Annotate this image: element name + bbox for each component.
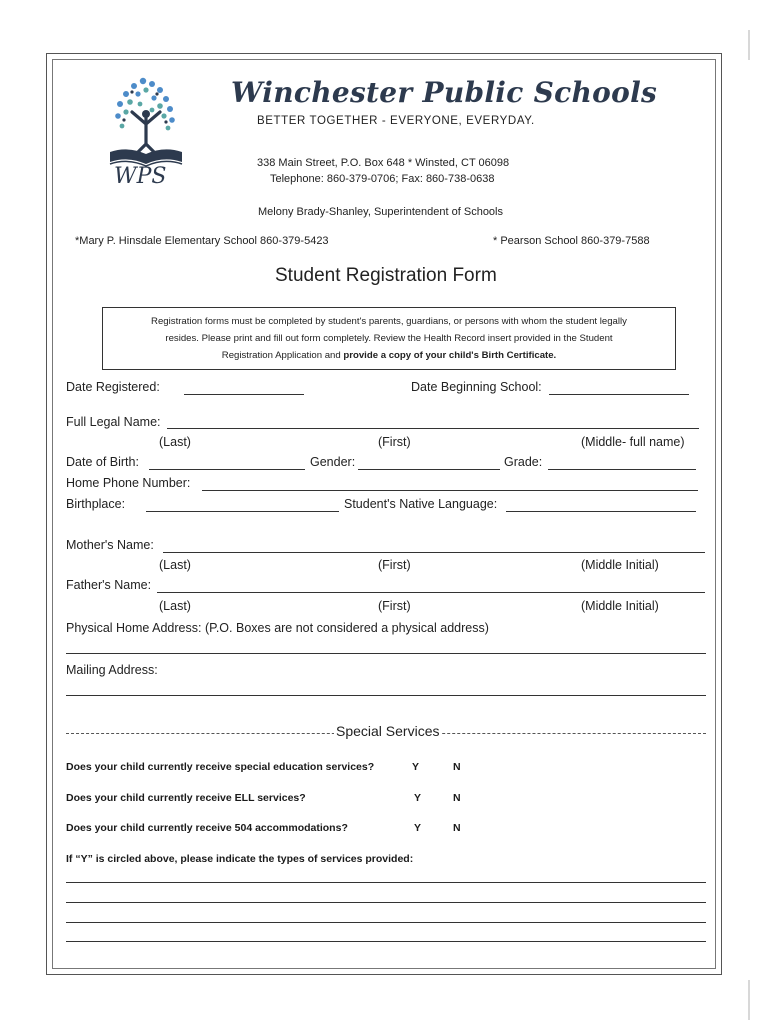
date-beginning-label: Date Beginning School:	[411, 380, 542, 394]
physical-address-label: Physical Home Address: (P.O. Boxes are not considered a physical address)	[66, 621, 489, 635]
services-provided-prompt: If “Y” is circled above, please indicate the types of services provided:	[66, 853, 414, 865]
mother-middle-caption: (Middle Initial)	[581, 558, 659, 572]
ell-yes[interactable]: Y	[414, 792, 422, 804]
services-line[interactable]	[66, 941, 706, 942]
full-legal-name-field[interactable]	[167, 428, 699, 429]
services-line[interactable]	[66, 902, 706, 903]
father-name-field[interactable]	[157, 592, 705, 593]
special-ed-question: Does your child currently receive special education services?	[66, 761, 375, 773]
mother-first-caption: (First)	[378, 558, 411, 572]
instructions-line	[103, 347, 675, 364]
superintendent: Melony Brady-Shanley, Superintendent of Schools	[258, 206, 503, 218]
physical-address-field[interactable]	[66, 653, 706, 654]
date-registered-field[interactable]	[184, 394, 304, 395]
logo-text: WPS	[114, 164, 167, 189]
accommodations-question: Does your child currently receive 504 accommodations?	[66, 822, 348, 834]
father-middle-caption: (Middle Initial)	[581, 599, 659, 613]
home-phone-field[interactable]	[202, 490, 698, 491]
services-line[interactable]	[66, 922, 706, 923]
birthplace-field[interactable]	[146, 511, 339, 512]
instructions-box	[102, 307, 676, 370]
father-name-label: Father's Name:	[66, 578, 152, 592]
full-legal-name-label: Full Legal Name:	[66, 415, 161, 429]
accommodations-no[interactable]: N	[453, 822, 461, 834]
first-name-caption: (First)	[378, 435, 411, 449]
pearson-school: * Pearson School 860-379-7588	[493, 235, 650, 247]
birthplace-label: Birthplace:	[66, 497, 126, 511]
special-services-heading: Special Services	[336, 723, 440, 739]
home-phone-label: Home Phone Number:	[66, 476, 191, 490]
dob-field[interactable]	[149, 469, 305, 470]
school-name: Winchester Public Schools	[231, 76, 658, 109]
tagline: BETTER TOGETHER - EVERYONE, EVERYDAY.	[257, 115, 535, 127]
scan-edge-mark	[748, 30, 750, 60]
special-ed-yes[interactable]: Y	[412, 761, 420, 773]
middle-name-caption: (Middle- full name)	[581, 435, 685, 449]
special-ed-no[interactable]: N	[453, 761, 461, 773]
services-line[interactable]	[66, 882, 706, 883]
native-language-field[interactable]	[506, 511, 696, 512]
mailing-address-field[interactable]	[66, 695, 706, 696]
address: 338 Main Street, P.O. Box 648 * Winsted, CT 06098	[257, 157, 510, 169]
gender-field[interactable]	[358, 469, 500, 470]
instructions-line: Registration forms must be completed by student's parents, guardians, or persons with whom the student legally	[151, 316, 627, 327]
gender-label: Gender:	[310, 455, 356, 469]
date-beginning-field[interactable]	[549, 394, 689, 395]
ell-question: Does your child currently receive ELL services?	[66, 792, 306, 804]
mother-name-label: Mother's Name:	[66, 538, 154, 552]
father-last-caption: (Last)	[159, 599, 191, 613]
birth-certificate-note: provide a copy of your child's Birth Certificate.	[343, 350, 557, 361]
grade-field[interactable]	[548, 469, 696, 470]
form-title: Student Registration Form	[275, 265, 497, 286]
father-first-caption: (First)	[378, 599, 411, 613]
native-language-label: Student's Native Language:	[344, 497, 498, 511]
grade-label: Grade:	[504, 455, 543, 469]
dob-label: Date of Birth:	[66, 455, 139, 469]
mailing-address-label: Mailing Address:	[66, 663, 158, 677]
mother-last-caption: (Last)	[159, 558, 191, 572]
accommodations-yes[interactable]: Y	[414, 822, 422, 834]
instructions-line: resides. Please print and fill out form completely. Review the Health Record insert provided in the Student	[165, 333, 613, 344]
last-name-caption: (Last)	[159, 435, 191, 449]
mother-name-field[interactable]	[163, 552, 705, 553]
instructions-text: Registration Application and	[221, 350, 344, 361]
hinsdale-school: *Mary P. Hinsdale Elementary School 860-379-5423	[75, 235, 329, 247]
ell-no[interactable]: N	[453, 792, 461, 804]
date-registered-label: Date Registered:	[66, 380, 160, 394]
phone-fax: Telephone: 860-379-0706; Fax: 860-738-0638	[270, 173, 495, 185]
scan-edge-mark	[748, 980, 750, 1020]
